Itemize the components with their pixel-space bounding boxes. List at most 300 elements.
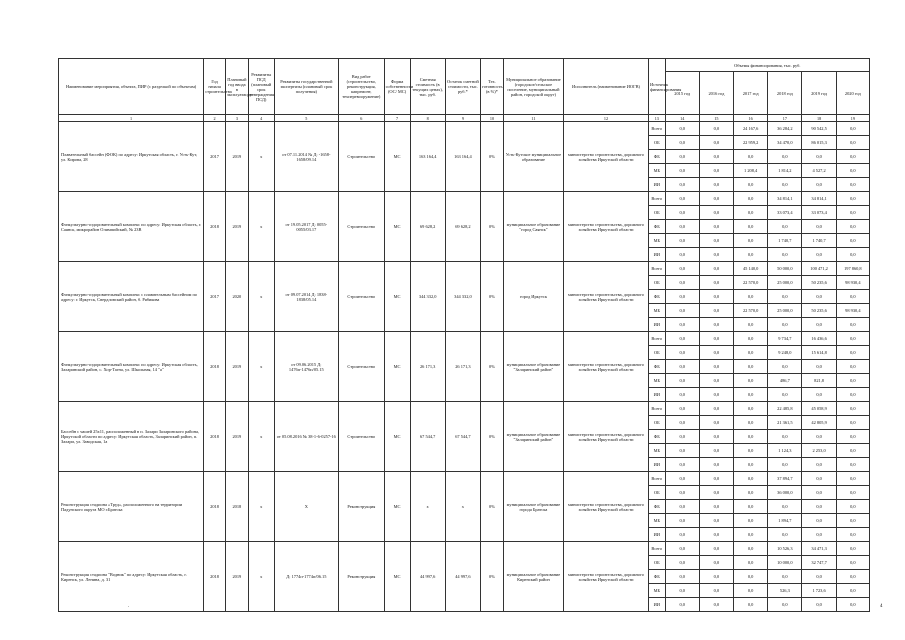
- funding-source: МБ: [649, 514, 666, 528]
- funding-value: 0,0: [665, 430, 699, 444]
- municipality: муниципальное образование "Заларинский район": [503, 402, 563, 472]
- funding-value: 0,0: [699, 598, 733, 612]
- funding-value: 0,0: [734, 346, 768, 360]
- funding-value: 0,0: [665, 332, 699, 346]
- funding-source: Всего: [649, 472, 666, 486]
- plan-year: 2020: [225, 262, 248, 332]
- funding-value: 0,0: [699, 542, 733, 556]
- funding-value: 0,0: [665, 584, 699, 598]
- funding-source: ИИ: [649, 318, 666, 332]
- funding-value: 0,0: [699, 304, 733, 318]
- expertise-details: от 07.11.2014 № Д: -1658-1658/09.14: [274, 122, 338, 192]
- executor: министерство строительства, дорожного хозяйства Иркутской области: [563, 332, 648, 402]
- funding-source: ИИ: [649, 598, 666, 612]
- psd-details: x: [248, 192, 274, 262]
- funding-value: 22 570,0: [734, 276, 768, 290]
- ownership: МС: [384, 122, 410, 192]
- funding-value: 0,0: [734, 150, 768, 164]
- readiness: 0%: [481, 192, 504, 262]
- funding-value: 0,0: [802, 472, 836, 486]
- funding-value: 0,0: [734, 570, 768, 584]
- funding-value: 0,0: [699, 178, 733, 192]
- funding-value: 1 208,4: [734, 164, 768, 178]
- investment-table-sheet: [58, 58, 870, 612]
- funding-value: 0,0: [836, 444, 869, 458]
- column-number-cell: 7: [384, 115, 410, 122]
- funding-value: 0,0: [699, 346, 733, 360]
- funding-source: ИИ: [649, 388, 666, 402]
- funding-value: 98 930,4: [836, 304, 869, 318]
- work-type: Строительство: [338, 192, 384, 262]
- funding-value: 0,0: [734, 318, 768, 332]
- funding-value: 0,0: [734, 192, 768, 206]
- start-year: 2018: [204, 332, 226, 402]
- funding-value: 0,0: [802, 486, 836, 500]
- funding-source: ОБ: [649, 416, 666, 430]
- funding-value: 34 470,0: [768, 136, 802, 150]
- ownership: МС: [384, 402, 410, 472]
- table-row: [59, 122, 870, 136]
- funding-value: 0,0: [734, 402, 768, 416]
- funding-value: 0,0: [665, 276, 699, 290]
- funding-source: Всего: [649, 542, 666, 556]
- municipality: муниципальное образование "Заларинский район": [503, 332, 563, 402]
- funding-value: 0,0: [699, 150, 733, 164]
- funding-value: 0,0: [768, 290, 802, 304]
- funding-value: 0,0: [665, 402, 699, 416]
- funding-value: 0,0: [734, 486, 768, 500]
- header-year: 2016 год: [699, 72, 733, 115]
- funding-source: ОБ: [649, 486, 666, 500]
- funding-value: 0,0: [768, 458, 802, 472]
- funding-value: 0,0: [836, 220, 869, 234]
- funding-value: 16 436,6: [802, 332, 836, 346]
- funding-value: 0,0: [836, 486, 869, 500]
- funding-value: 100 471,2: [802, 262, 836, 276]
- expertise-details: от 05.08.2016 № 38-1-6-0257-16: [274, 402, 338, 472]
- header-source: Источник финансирования: [649, 59, 666, 115]
- funding-value: 0,0: [836, 178, 869, 192]
- header-remaining-cost: Остаток сметной стоимости, тыс. руб.*: [445, 59, 480, 115]
- table-body: [59, 122, 870, 612]
- funding-value: 0,0: [734, 360, 768, 374]
- funding-value: 0,0: [665, 486, 699, 500]
- funding-value: 0,0: [665, 192, 699, 206]
- project-name: Реконструкция стадиона «Труд», расположенного на территории Падунского округа МО г.Братска: [59, 472, 204, 542]
- header-plan-year: Плановый год ввода в эксплуатацию: [225, 59, 248, 115]
- funding-value: 0,0: [699, 122, 733, 136]
- estimate-cost: 67 544,7: [410, 402, 445, 472]
- column-number-cell: 8: [410, 115, 445, 122]
- funding-value: 45 058,9: [802, 402, 836, 416]
- funding-value: 0,0: [665, 444, 699, 458]
- funding-source: ФБ: [649, 150, 666, 164]
- ownership: МС: [384, 192, 410, 262]
- funding-value: 0,0: [665, 318, 699, 332]
- funding-value: 0,0: [802, 318, 836, 332]
- table-row: [59, 332, 870, 346]
- funding-value: 0,0: [734, 290, 768, 304]
- readiness: 0%: [481, 262, 504, 332]
- funding-value: 0,0: [802, 430, 836, 444]
- project-name: Бассейн с чашей 25х11, расположенный в п. Залари Заларинского района, Иркутской области по адресу: Иркутская область, Заларинский район, п. Залари, ул. Заводская, 1а: [59, 402, 204, 472]
- funding-source: МБ: [649, 234, 666, 248]
- funding-value: 0,0: [836, 192, 869, 206]
- funding-value: 0,0: [802, 360, 836, 374]
- funding-value: 0,0: [699, 220, 733, 234]
- executor: министерство строительства, дорожного хозяйства Иркутской области: [563, 122, 648, 192]
- psd-details: x: [248, 542, 274, 612]
- funding-value: 0,0: [734, 542, 768, 556]
- psd-details: x: [248, 262, 274, 332]
- expertise-details: X: [274, 472, 338, 542]
- funding-value: 0,0: [836, 388, 869, 402]
- funding-value: 0,0: [768, 528, 802, 542]
- estimate-cost: 344 332,0: [410, 262, 445, 332]
- funding-value: 821,8: [802, 374, 836, 388]
- funding-value: 0,0: [699, 472, 733, 486]
- header-name: Наименование мероприятия, объекта, ПИР (с разделкой по объектам): [59, 59, 204, 115]
- header-executor: Исполнитель (наименование ИОГВ): [563, 59, 648, 115]
- funding-value: 0,0: [665, 248, 699, 262]
- funding-value: 0,0: [836, 122, 869, 136]
- funding-value: 0,0: [699, 164, 733, 178]
- funding-source: ОБ: [649, 206, 666, 220]
- funding-value: 0,0: [665, 304, 699, 318]
- funding-source: Всего: [649, 192, 666, 206]
- funding-source: ИИ: [649, 178, 666, 192]
- header-readiness: Тех. готовность (в %)*: [481, 59, 504, 115]
- funding-value: 0,0: [699, 528, 733, 542]
- funding-value: 50 235,6: [802, 304, 836, 318]
- plan-year: 2019: [225, 122, 248, 192]
- header-year: 2018 год: [768, 72, 802, 115]
- header-year: 2017 год: [734, 72, 768, 115]
- funding-value: 0,0: [665, 570, 699, 584]
- funding-source: МБ: [649, 584, 666, 598]
- funding-value: 0,0: [699, 416, 733, 430]
- funding-value: 0,0: [734, 206, 768, 220]
- funding-value: 0,0: [768, 150, 802, 164]
- funding-value: 0,0: [836, 458, 869, 472]
- funding-value: 0,0: [699, 318, 733, 332]
- header-expertise: Реквизиты государственной экспертизы (плановый срок получения): [274, 59, 338, 115]
- funding-value: 10 000,0: [768, 556, 802, 570]
- remaining-cost: 67 544,7: [445, 402, 480, 472]
- funding-source: Всего: [649, 262, 666, 276]
- funding-value: 34 471,3: [802, 542, 836, 556]
- header-row-1: [59, 59, 870, 72]
- funding-value: 0,0: [665, 416, 699, 430]
- funding-value: 0,0: [768, 248, 802, 262]
- ownership: МС: [384, 472, 410, 542]
- funding-value: 0,0: [836, 234, 869, 248]
- funding-value: 4 527,2: [802, 164, 836, 178]
- funding-value: 0,0: [699, 206, 733, 220]
- remaining-cost: 26 171,3: [445, 332, 480, 402]
- funding-value: 0,0: [836, 360, 869, 374]
- project-name: Физкультурно-оздоровительный комплекс по адресу: Иркутская область, г. Саянск, микрорайон Олимпийский, № 23В: [59, 192, 204, 262]
- header-ownership: Форма собственности (ОС/ МС): [384, 59, 410, 115]
- funding-value: 21 361,5: [768, 416, 802, 430]
- funding-source: ОБ: [649, 346, 666, 360]
- municipality: Усть-Кутское муниципальное образование: [503, 122, 563, 192]
- header-year: 2015 год: [665, 72, 699, 115]
- column-number-cell: 4: [248, 115, 274, 122]
- funding-source: Всего: [649, 122, 666, 136]
- funding-value: 1 124,3: [768, 444, 802, 458]
- funding-value: 0,0: [665, 472, 699, 486]
- funding-value: 34 814,1: [768, 192, 802, 206]
- funding-value: 0,0: [836, 472, 869, 486]
- expertise-details: от 09.07.2014 Д: 1838-1838/05.14: [274, 262, 338, 332]
- funding-value: 2 253,0: [802, 444, 836, 458]
- column-number-cell: 14: [665, 115, 699, 122]
- funding-value: 42 805,9: [802, 416, 836, 430]
- header-year: 2020 год: [836, 72, 869, 115]
- funding-value: 0,0: [836, 598, 869, 612]
- funding-value: 0,0: [665, 290, 699, 304]
- funding-value: 45 140,0: [734, 262, 768, 276]
- funding-value: 0,0: [802, 150, 836, 164]
- funding-value: 0,0: [699, 430, 733, 444]
- funding-value: 0,0: [836, 206, 869, 220]
- funding-value: 0,0: [734, 234, 768, 248]
- funding-value: 0,0: [699, 486, 733, 500]
- funding-value: 10 526,3: [768, 542, 802, 556]
- ownership: МС: [384, 542, 410, 612]
- readiness: 0%: [481, 402, 504, 472]
- funding-value: 0,0: [699, 332, 733, 346]
- municipality: муниципальное образование города Братска: [503, 472, 563, 542]
- funding-value: 0,0: [699, 192, 733, 206]
- funding-source: ИИ: [649, 528, 666, 542]
- funding-value: 0,0: [836, 416, 869, 430]
- funding-value: 0,0: [734, 584, 768, 598]
- column-number-cell: 5: [274, 115, 338, 122]
- funding-value: 0,0: [665, 514, 699, 528]
- estimate-cost: 163 164,4: [410, 122, 445, 192]
- municipality: муниципальное образование Киренский район: [503, 542, 563, 612]
- funding-value: 0,0: [665, 234, 699, 248]
- funding-value: 0,0: [836, 136, 869, 150]
- table-row: [59, 472, 870, 486]
- ownership: МС: [384, 262, 410, 332]
- funding-source: Всего: [649, 332, 666, 346]
- start-year: 2018: [204, 542, 226, 612]
- work-type: Строительство: [338, 122, 384, 192]
- column-number-cell: 9: [445, 115, 480, 122]
- funding-value: 9 248,0: [768, 346, 802, 360]
- column-number-cell: 12: [563, 115, 648, 122]
- funding-value: 34 814,1: [802, 192, 836, 206]
- funding-source: МБ: [649, 444, 666, 458]
- funding-source: МБ: [649, 164, 666, 178]
- funding-value: 0,0: [699, 514, 733, 528]
- work-type: Реконструкция: [338, 472, 384, 542]
- funding-value: 0,0: [836, 318, 869, 332]
- funding-source: ОБ: [649, 556, 666, 570]
- ownership: МС: [384, 332, 410, 402]
- column-number-cell: 2: [204, 115, 226, 122]
- funding-value: 0,0: [836, 556, 869, 570]
- funding-source: Всего: [649, 402, 666, 416]
- funding-value: 0,0: [665, 346, 699, 360]
- table-row: [59, 192, 870, 206]
- funding-value: 0,0: [665, 500, 699, 514]
- funding-value: 0,0: [699, 360, 733, 374]
- funding-value: 0,0: [699, 584, 733, 598]
- funding-value: 0,0: [836, 542, 869, 556]
- start-year: 2017: [204, 122, 226, 192]
- funding-value: 0,0: [734, 178, 768, 192]
- funding-source: ФБ: [649, 220, 666, 234]
- funding-value: 0,0: [802, 528, 836, 542]
- funding-value: 486,7: [768, 374, 802, 388]
- funding-value: 86 015,3: [802, 136, 836, 150]
- funding-value: 0,0: [768, 570, 802, 584]
- funding-value: 15 614,8: [802, 346, 836, 360]
- funding-value: 1 894,7: [768, 514, 802, 528]
- funding-value: 0,0: [734, 528, 768, 542]
- funding-value: 0,0: [699, 444, 733, 458]
- estimate-cost: 44 997,6: [410, 542, 445, 612]
- expertise-details: Д: 1774п-1774п/06.15: [274, 542, 338, 612]
- estimate-cost: x: [410, 472, 445, 542]
- column-numbers-row: [59, 115, 870, 122]
- funding-value: 9 734,7: [768, 332, 802, 346]
- funding-value: 90 542,5: [802, 122, 836, 136]
- funding-value: 0,0: [699, 402, 733, 416]
- funding-value: 0,0: [836, 248, 869, 262]
- funding-value: 0,0: [734, 444, 768, 458]
- funding-value: 32 747,7: [802, 556, 836, 570]
- funding-value: 0,0: [734, 430, 768, 444]
- funding-value: 0,0: [836, 402, 869, 416]
- funding-value: 0,0: [699, 458, 733, 472]
- psd-details: x: [248, 122, 274, 192]
- funding-value: 0,0: [665, 220, 699, 234]
- funding-value: 0,0: [699, 248, 733, 262]
- funding-value: 0,0: [699, 234, 733, 248]
- funding-value: 0,0: [768, 598, 802, 612]
- funding-value: 0,0: [665, 206, 699, 220]
- funding-value: 0,0: [665, 164, 699, 178]
- project-name: Физкультурно-оздоровительный комплекс по адресу: Иркутская область, Заларинский район, с. Хор-Тагна, ул. Школьная, 14 "а": [59, 332, 204, 402]
- funding-value: 0,0: [699, 276, 733, 290]
- funding-value: 0,0: [768, 430, 802, 444]
- funding-value: 0,0: [665, 150, 699, 164]
- funding-value: 0,0: [699, 290, 733, 304]
- funding-value: 0,0: [836, 374, 869, 388]
- executor: министерство строительства, дорожного хозяйства Иркутской области: [563, 192, 648, 262]
- funding-value: 0,0: [836, 430, 869, 444]
- remaining-cost: 69 628,2: [445, 192, 480, 262]
- readiness: 0%: [481, 332, 504, 402]
- plan-year: 2019: [225, 192, 248, 262]
- funding-value: 0,0: [665, 262, 699, 276]
- executor: министерство строительства, дорожного хозяйства Иркутской области: [563, 402, 648, 472]
- header-municipality: Муниципальное образование (городское/сельское поселение, муниципальный район, городской округ): [503, 59, 563, 115]
- remaining-cost: 44 997,6: [445, 542, 480, 612]
- funding-value: 0,0: [802, 248, 836, 262]
- funding-value: 1 740,7: [802, 234, 836, 248]
- remaining-cost: x: [445, 472, 480, 542]
- header-volume-title: Объемы финансирования, тыс. руб.: [665, 59, 869, 72]
- funding-value: 0,0: [665, 136, 699, 150]
- header-year: 2019 год: [802, 72, 836, 115]
- column-number-cell: 6: [338, 115, 384, 122]
- funding-value: 0,0: [734, 500, 768, 514]
- funding-source: ФБ: [649, 290, 666, 304]
- funding-value: 0,0: [665, 542, 699, 556]
- funding-value: 98 930,4: [836, 276, 869, 290]
- funding-value: 33 073,4: [802, 206, 836, 220]
- funding-value: 0,0: [836, 500, 869, 514]
- funding-value: 0,0: [734, 472, 768, 486]
- funding-source: ИИ: [649, 248, 666, 262]
- funding-value: 0,0: [699, 262, 733, 276]
- funding-value: 22 570,0: [734, 304, 768, 318]
- funding-value: 0,0: [836, 346, 869, 360]
- funding-value: 0,0: [768, 500, 802, 514]
- column-number-cell: 13: [649, 115, 666, 122]
- column-number-cell: 18: [802, 115, 836, 122]
- funding-value: 0,0: [836, 570, 869, 584]
- readiness: 0%: [481, 472, 504, 542]
- estimate-cost: 26 171,3: [410, 332, 445, 402]
- funding-value: 0,0: [734, 248, 768, 262]
- funding-value: 0,0: [802, 500, 836, 514]
- funding-value: 24 167,6: [734, 122, 768, 136]
- funding-value: 0,0: [802, 514, 836, 528]
- funding-value: 0,0: [699, 500, 733, 514]
- psd-details: x: [248, 472, 274, 542]
- start-year: 2018: [204, 402, 226, 472]
- funding-value: 0,0: [802, 220, 836, 234]
- funding-value: 197 860,8: [836, 262, 869, 276]
- readiness: 0%: [481, 542, 504, 612]
- funding-value: 0,0: [734, 598, 768, 612]
- funding-value: 1 740,7: [768, 234, 802, 248]
- column-number-cell: 3: [225, 115, 248, 122]
- estimate-cost: 69 628,2: [410, 192, 445, 262]
- funding-value: 0,0: [699, 570, 733, 584]
- funding-source: ОБ: [649, 276, 666, 290]
- funding-value: 0,0: [665, 458, 699, 472]
- header-psd: Реквизиты ПСД (плановый срок утверждения ПСД): [248, 59, 274, 115]
- executor: министерство строительства, дорожного хозяйства Иркутской области: [563, 262, 648, 332]
- project-name: Реконструкция стадиона "Водник" по адресу: Иркутская область, г. Киренск, ул. Ленина, д. 31: [59, 542, 204, 612]
- funding-value: 0,0: [699, 136, 733, 150]
- column-number-cell: 19: [836, 115, 869, 122]
- funding-value: 0,0: [734, 220, 768, 234]
- column-number-cell: 16: [734, 115, 768, 122]
- work-type: Строительство: [338, 262, 384, 332]
- funding-source: ФБ: [649, 500, 666, 514]
- readiness: 0%: [481, 122, 504, 192]
- funding-value: 0,0: [665, 598, 699, 612]
- funding-value: 0,0: [836, 150, 869, 164]
- funding-value: 36 000,0: [768, 486, 802, 500]
- funding-source: ФБ: [649, 570, 666, 584]
- column-number-cell: 15: [699, 115, 733, 122]
- funding-source: МБ: [649, 304, 666, 318]
- funding-value: 0,0: [768, 220, 802, 234]
- funding-value: 25 000,0: [768, 304, 802, 318]
- funding-value: 50 000,0: [768, 262, 802, 276]
- executor: министерство строительства, дорожного хозяйства Иркутской области: [563, 542, 648, 612]
